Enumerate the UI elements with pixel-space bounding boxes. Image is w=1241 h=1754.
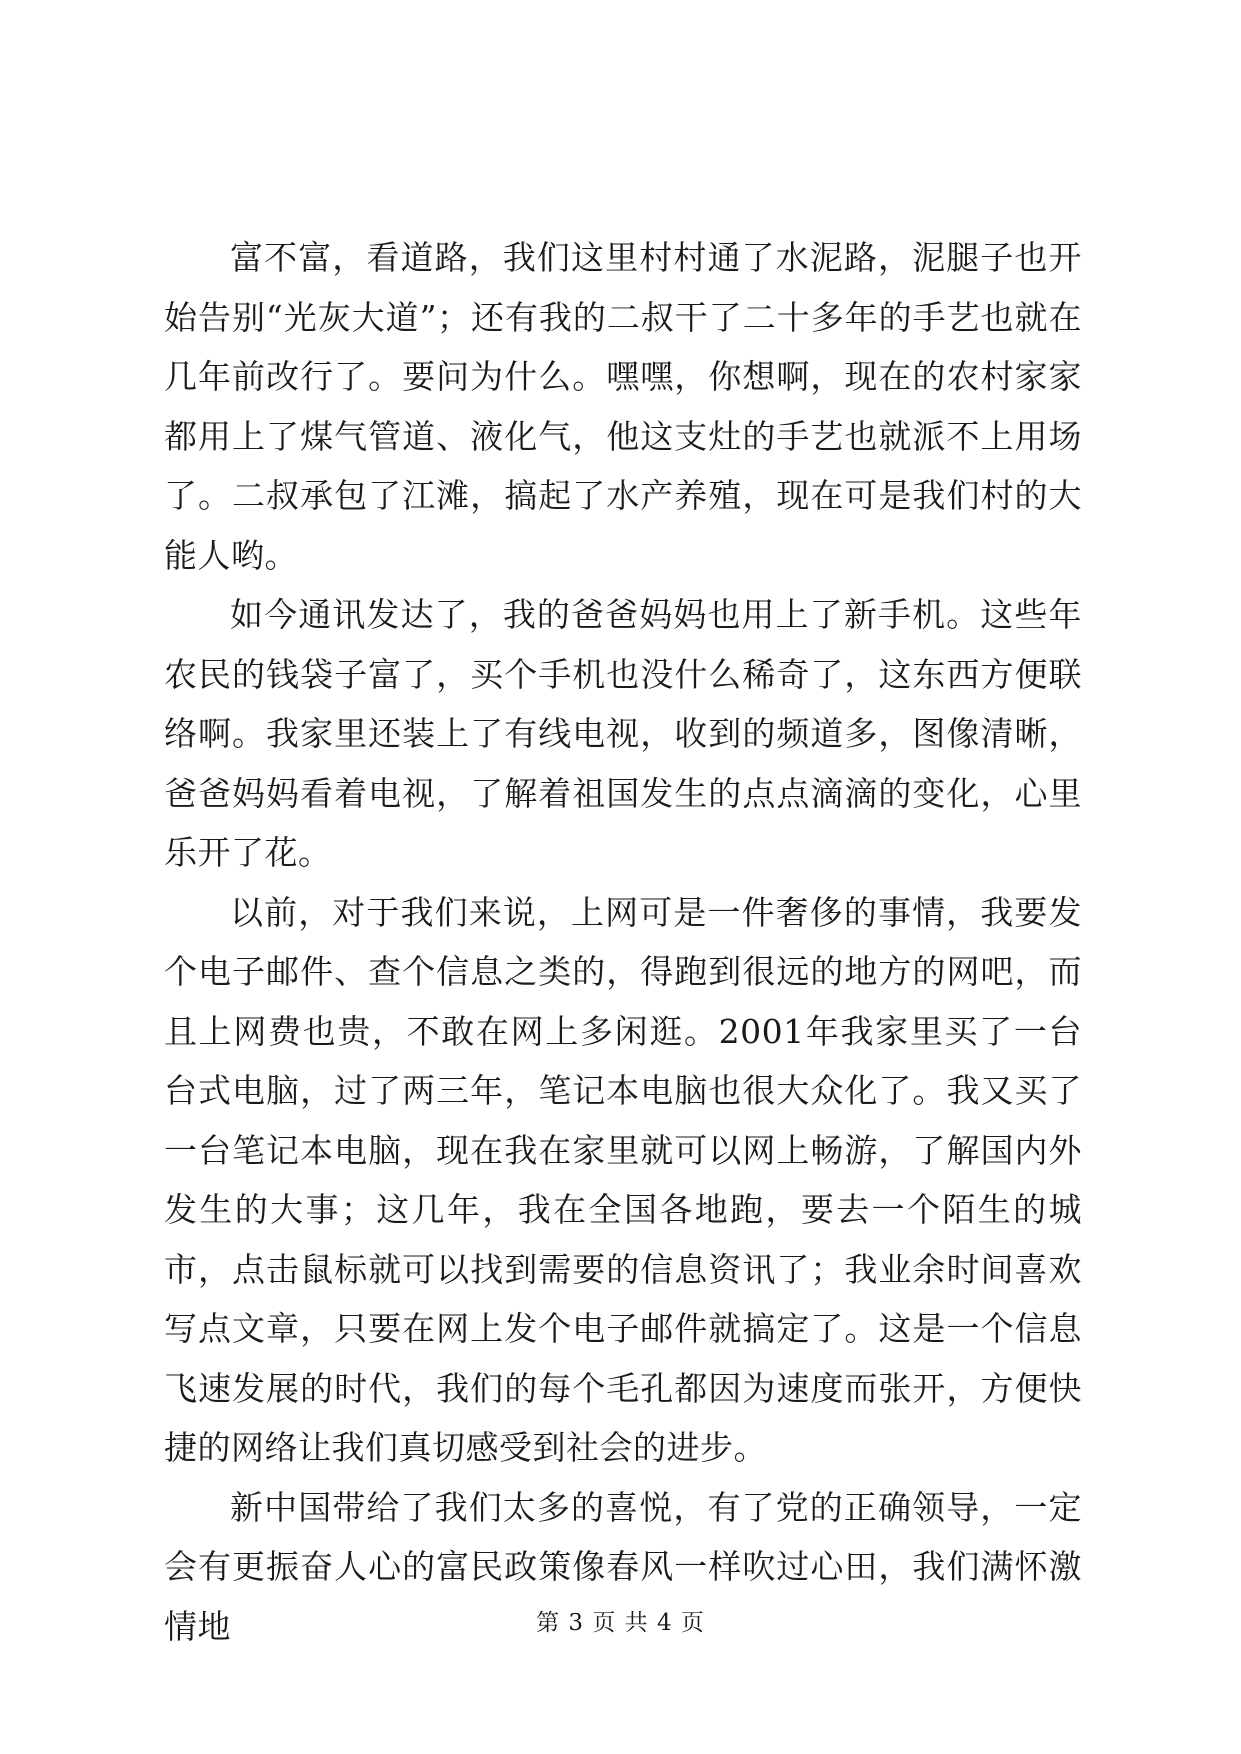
paragraph-new-china: 新中国带给了我们太多的喜悦，有了党的正确领导，一定会有更振奋人心的富民政策像春风一样吹过心田，我们满怀激情地 (164, 1487, 1082, 1646)
page-number: 第 3 页 共 4 页 (536, 1610, 705, 1636)
paragraph-internet: 以前，对于我们来说，上网可是一件奢侈的事情，我要发个电子邮件、查个信息之类的，得跑到很远的地方的网吧，而且上网费也贵，不敢在网上多闲逛。2001年我家里买了一台台式电脑，过了两三年，笔记本电脑也很大众化了。我又买了一台笔记本电脑，现在我在家里就可以网上畅游，了解国内外发生的大事；这几年，我在全国各地跑，要去一个陌生的城市，点击鼠标就可以找到需要的信息资讯了；我业余时间喜欢写点文章，只要在网上发个电子邮件就搞定了。这是一个信息飞速发展的时代，我们的每个毛孔都因为速度而张开，方便快捷的网络让我们真切感受到社会的进步。 (164, 892, 1082, 1467)
document-body (164, 228, 1082, 1656)
paragraph-communications: 如今通讯发达了，我的爸爸妈妈也用上了新手机。这些年农民的钱袋子富了，买个手机也没什么稀奇了，这东西方便联络啊。我家里还装上了有线电视，收到的频道多，图像清晰，爸爸妈妈看着电视，了解着祖国发生的点点滴滴的变化，心里乐开了花。 (164, 595, 1082, 872)
page-footer (0, 1608, 1241, 1638)
paragraph-roads: 富不富，看道路，我们这里村村通了水泥路，泥腿子也开始告别“光灰大道”；还有我的二叔干了二十多年的手艺也就在几年前改行了。要问为什么。嘿嘿，你想啊，现在的农村家家都用上了煤气管道、液化气，他这支灶的手艺也就派不上用场了。二叔承包了江滩，搞起了水产养殖，现在可是我们村的大能人哟。 (164, 238, 1082, 575)
